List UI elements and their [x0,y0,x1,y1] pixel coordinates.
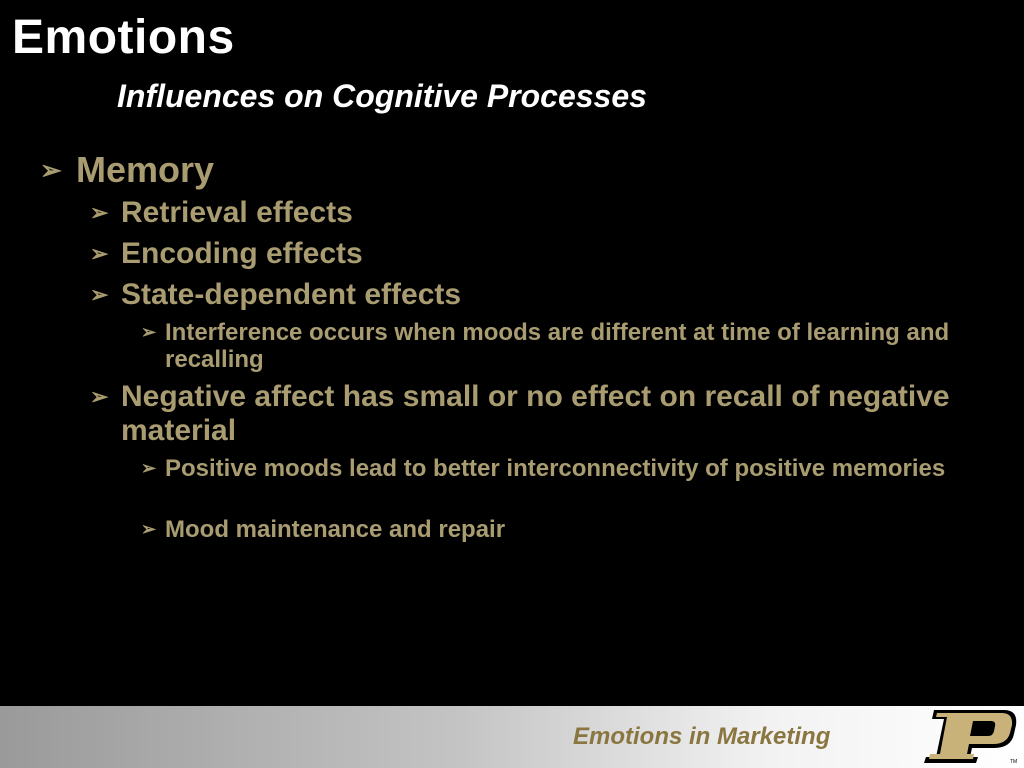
bullet-text: Interference occurs when moods are different at time of learning and recalling [165,319,950,373]
slide-subtitle: Influences on Cognitive Processes [117,78,647,114]
bullet-item-negative-affect [90,380,970,448]
bullet-text: Retrieval effects [121,196,353,229]
footer-bar [0,706,1024,768]
bullet-text: State-dependent effects [121,278,462,311]
purdue-p-logo-icon [916,707,1020,765]
bullet-text: Memory [76,149,215,190]
bullet-arrow-icon: ➢ [90,384,109,409]
slide-title: Emotions [12,11,235,64]
bullet-arrow-icon: ➢ [90,282,109,307]
bullet-arrow-icon: ➢ [141,322,157,342]
bullet-arrow-icon: ➢ [141,458,157,478]
bullet-item-encoding [90,237,950,271]
bullet-item-retrieval [90,196,950,230]
bullet-arrow-icon: ➢ [141,519,157,539]
bullet-item-interference [141,319,961,373]
bullet-arrow-icon: ➢ [90,200,109,225]
trademark-mark: TM [1010,759,1018,765]
bullet-text: Encoding effects [121,237,363,270]
bullet-text: Negative affect has small or no effect on recall of negative material [121,380,950,447]
bullet-item-memory [40,150,940,190]
bullet-text: Mood maintenance and repair [165,516,506,543]
bullet-arrow-icon: ➢ [40,155,62,185]
bullet-item-mood-maintenance [141,516,981,543]
bullet-text: Positive moods lead to better interconnectivity of positive memories [165,455,946,482]
bullet-item-state-dependent [90,278,950,312]
bullet-item-positive-moods [141,455,981,482]
bullet-arrow-icon: ➢ [90,241,109,266]
footer-title: Emotions in Marketing [573,723,831,750]
